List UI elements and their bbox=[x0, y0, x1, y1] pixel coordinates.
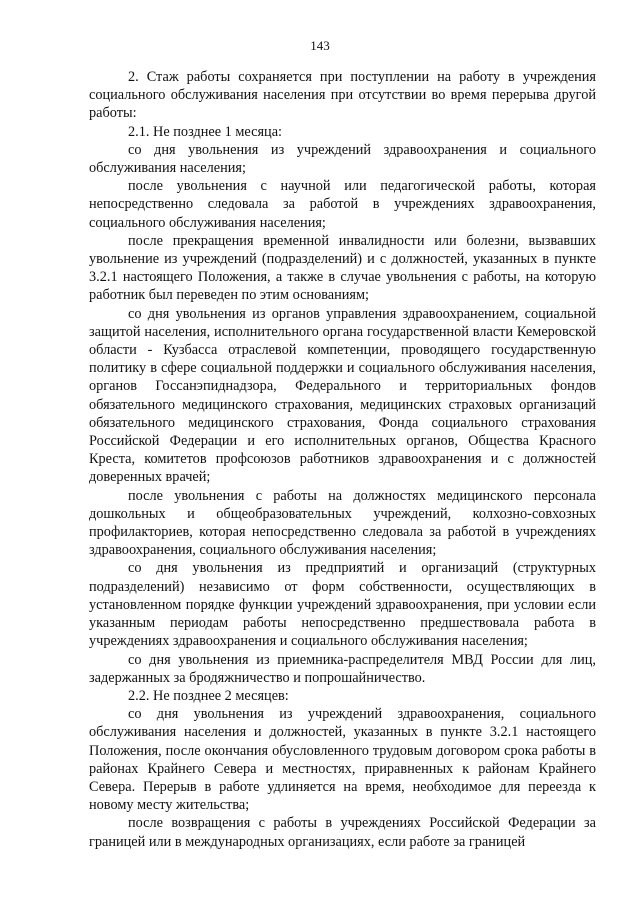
paragraph: со дня увольнения из учреждений здравоохранения, социального обслуживания населения и должностей, указанных в пункте 3.2.1 настоящего Положения, после окончания обусловленного трудовым договором срока работы в районах Крайнего Севера и местностях, приравненных к районам Крайнего Севера. Перерыв в работе удлиняется на время, необходимое для переезда к новому месту жительства; bbox=[89, 706, 596, 814]
paragraph: со дня увольнения из предприятий и организаций (структурных подразделений) независимо от форм собственности, осуществляющих в установленном порядке функции учреждений здравоохранения, при условии если указанным периодам работы непосредственно предшествовала работа в учреждениях здравоохранения и социального обслуживания населения; bbox=[89, 560, 596, 650]
page-number: 143 bbox=[310, 38, 330, 53]
paragraph: со дня увольнения из приемника-распределителя МВД России для лиц, задержанных за бродяжничество и попрошайничество. bbox=[89, 651, 596, 686]
paragraph: со дня увольнения из органов управления здравоохранением, социальной защитой населения, исполнительного органа государственной власти Кемеровской области - Кузбасса отраслевой компетенции, проводящего государственную политику в сфере социальной поддержки и социального обслуживания населения, органов Госсанэпиднадзора, Федерального и территориальных фондов обязательного медицинского страхования, медицинских страховых организаций обязательного медицинского страхования, Фонда социального страхования Российской Федерации и его исполнительных органов, Общества Красного Креста, комитетов профсоюзов работников здравоохранения и с должностей доверенных врачей; bbox=[89, 305, 596, 486]
paragraph: после увольнения с работы на должностях медицинского персонала дошкольных и общеобразовательных учреждений, колхозно-совхозных профилакториев, которая непосредственно следовала за работой в учреждениях здравоохранения, социального обслуживания населения; bbox=[89, 487, 596, 559]
paragraph: после увольнения с научной или педагогической работы, которая непосредственно следовала за работой в учреждениях здравоохранения, социального обслуживания населения; bbox=[89, 178, 596, 231]
body-text bbox=[89, 68, 596, 851]
paragraph: 2. Стаж работы сохраняется при поступлении на работу в учреждения социального обслуживания населения при отсутствии во время перерыва другой работы: bbox=[89, 69, 596, 122]
paragraph: со дня увольнения из учреждений здравоохранения и социального обслуживания населения; bbox=[89, 141, 596, 177]
paragraph: после возвращения с работы в учреждениях Российской Федерации за границей или в международных организациях, если работе за границей bbox=[89, 815, 596, 850]
paragraph: после прекращения временной инвалидности или болезни, вызвавших увольнение из учреждений (подразделений) и с должностей, указанных в пункте 3.2.1 настоящего Положения, а также в случае увольнения с работы, на которую работник был переведен по этим основаниям; bbox=[89, 232, 596, 304]
paragraph: 2.2. Не позднее 2 месяцев: bbox=[128, 687, 289, 704]
paragraph: 2.1. Не позднее 1 месяца: bbox=[128, 123, 283, 140]
